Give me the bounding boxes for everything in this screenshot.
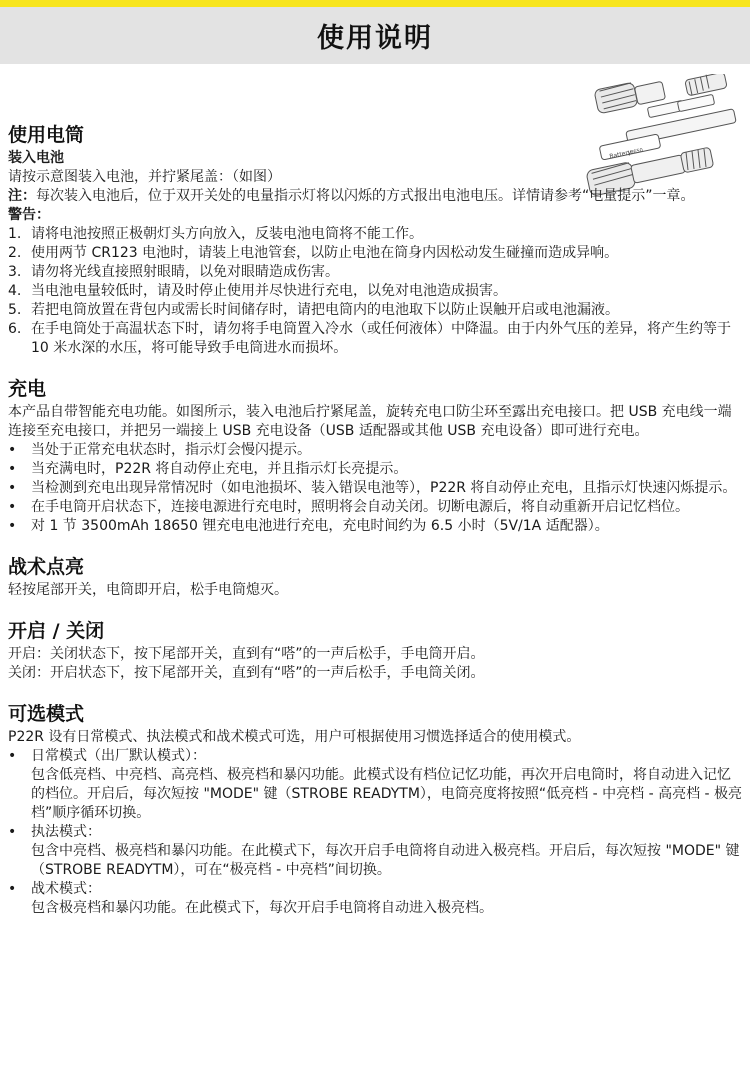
warning-text: 请将电池按照正极朝灯头方向放入，反装电池电筒将不能工作。 [31,226,423,242]
charge-bullet-text: 当充满电时，P22R 将自动停止充电，并且指示灯长亮提示。 [31,461,408,477]
mode-item [8,823,744,880]
warning-item [8,282,744,301]
mode-name: 执法模式： [31,824,101,840]
modes-list [8,747,744,918]
bullet-icon: • [8,499,17,515]
warning-number: 6. [8,321,22,337]
note-label: 注： [8,188,36,204]
warning-text: 若把电筒放置在背包内或需长时间储存时，请把电筒内的电池取下以防止误触开启或电池漏液。 [31,302,619,318]
top-accent-bar [0,0,750,7]
charge-bullet [8,460,744,479]
on-text: 开启：关闭状态下，按下尾部开关，直到有“嗒”的一声后松手，手电筒开启。 [8,646,485,662]
mode-desc: 包含中亮档、极亮档和暴闪功能。在此模式下，每次开启手电筒将自动进入极亮档。开启后，每次短按 "MODE" 键（STROBE READYTM），可在“极亮档 - 中亮档”间切换。 [31,843,740,878]
warning-number: 4. [8,283,22,299]
warning-text: 请勿将光线直接照射眼睛，以免对眼睛造成伤害。 [31,264,339,280]
charge-bullet-text: 当处于正常充电状态时，指示灯会慢闪提示。 [31,442,311,458]
modes-intro: P22R 设有日常模式、执法模式和战术模式可选，用户可根据使用习惯选择适合的使用模式。 [8,729,581,745]
warning-text: 使用两节 CR123 电池时，请装上电池管套，以防止电池在筒身内因松动发生碰撞而造成异响。 [31,245,619,261]
charge-intro: 本产品自带智能充电功能。如图所示，装入电池后拧紧尾盖，旋转充电口防尘环至露出充电接口。把 USB 充电线一端连接至充电接口，并把另一端接上 USB 充电设备（USB 适配器或其他 USB 充电设备）即可进行充电。 [8,404,732,439]
warning-text: 当电池电量较低时，请及时停止使用并尽快进行充电，以免对电池造成损害。 [31,283,507,299]
battery-label: Battery [608,148,633,161]
warning-item [8,263,744,282]
warning-heading: 警告： [8,207,50,223]
mode-desc: 包含低亮档、中亮档、高亮档、极亮档和暴闪功能。此模式设有档位记忆功能，再次开启电筒时，将自动进入记忆的档位。开启后，每次短按 "MODE" 键（STROBE READYTM），电筒亮度将按照“低亮档 - 中亮档 - 高亮档 - 极亮档”顺序循环切换。 [31,767,743,821]
bullet-icon: • [8,824,17,840]
mode-name: 日常模式（出厂默认模式）： [31,748,206,764]
bullet-icon: • [8,881,17,897]
install-text: 请按示意图装入电池，并拧紧尾盖：（如图） [8,169,281,185]
warning-number: 1. [8,226,22,242]
charge-bullet-text: 当检测到充电出现异常情况时（如电池损坏、装入错误电池等），P22R 将自动停止充电，且指示灯快速闪烁提示。 [31,480,737,496]
mode-item [8,880,744,918]
page-title: 使用说明 [317,23,433,54]
mode-name: 战术模式： [31,881,101,897]
section-title-modes: 可选模式 [8,703,85,725]
tail-cap-top [685,74,727,96]
charge-bullet [8,479,744,498]
warning-number: 2. [8,245,22,261]
warning-number: 5. [8,302,22,318]
warning-item [8,225,744,244]
warning-list [8,225,744,358]
warning-item [8,244,744,263]
off-text: 关闭：开启状态下，按下尾部开关，直到有“嗒”的一声后松手，手电筒关闭。 [8,665,485,681]
warning-item [8,301,744,320]
charge-bullet [8,441,744,460]
bullet-icon: • [8,748,17,764]
warning-item [8,320,744,358]
install-heading: 装入电池 [8,150,64,166]
section-title-tactical: 战术点亮 [8,556,85,578]
mode-desc: 包含极亮档和暴闪功能。在此模式下，每次开启手电筒将自动进入极亮档。 [31,900,493,916]
bullet-icon: • [8,442,17,458]
charge-bullet-text: 在手电筒开启状态下，连接电源进行充电时，照明将会自动关闭。切断电源后，将自动重新开启记忆档位。 [31,499,689,515]
battery-model-label: 18650 [626,147,644,157]
install-note [8,187,744,206]
section-title-charge: 充电 [8,378,47,400]
content-area [8,122,744,918]
tactical-text: 轻按尾部开关，电筒即开启，松手电筒熄灭。 [8,582,288,598]
bullet-icon: • [8,461,17,477]
charge-bullet-text: 对 1 节 3500mAh 18650 锂充电电池进行充电，充电时间约为 6.5 小时（5V/1A 适配器）。 [31,518,609,534]
bullet-icon: • [8,480,17,496]
charge-bullet [8,498,744,517]
charge-bullet-list [8,441,744,536]
section-title-onoff: 开启 / 关闭 [8,620,105,642]
mode-item [8,747,744,823]
charge-bullet [8,517,744,536]
warning-number: 3. [8,264,22,280]
warning-text: 在手电筒处于高温状态下时，请勿将手电筒置入冷水（或任何液体）中降温。由于内外气压的差异，将产生约等于 10 米水深的水压，将可能导致手电筒进水而损坏。 [31,321,731,356]
note-text: 每次装入电池后，位于双开关处的电量指示灯将以闪烁的方式报出电池电压。详情请参考“电量提示”一章。 [36,188,695,204]
title-bar [0,7,750,64]
bullet-icon: • [8,518,17,534]
section-title-use: 使用电筒 [8,124,85,146]
